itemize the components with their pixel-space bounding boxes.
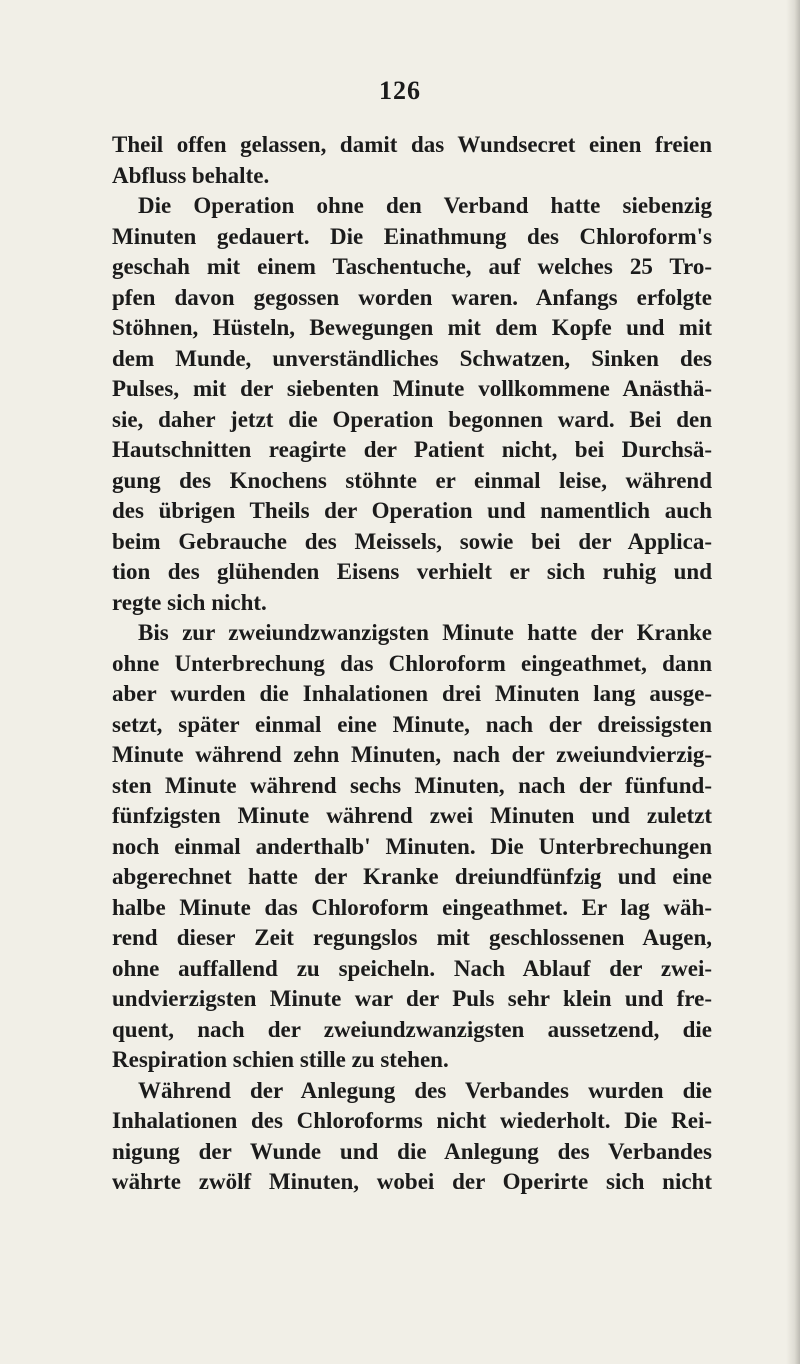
text-line: aber wurden die Inhalationen drei Minuten lang ausge-	[112, 681, 712, 706]
text-line: Während der Anlegung des Verbandes wurden die	[138, 1077, 712, 1103]
text-line: tion des glühenden Eisens verhielt er sich ruhig und	[112, 559, 712, 584]
text-line: gung des Knochens stöhnte er einmal leise, während	[112, 467, 712, 493]
text-line: Stöhnen, Hüsteln, Bewegungen mit dem Kopfe und mit	[112, 315, 712, 340]
text-line: nigung der Wunde und die Anlegung des Verbandes	[112, 1138, 712, 1164]
text-line: beim Gebrauche des Meissels, sowie bei der Applica-	[112, 528, 712, 554]
text-line: Minuten gedauert. Die Einathmung des Chloroform's	[112, 223, 712, 249]
text-line: Hautschnitten reagirte der Patient nicht, bei Durchsä-	[112, 437, 712, 462]
text-line: fünfzigsten Minute während zwei Minuten und zuletzt	[112, 803, 712, 828]
text-line: sie, daher jetzt die Operation begonnen ward. Bei den	[112, 406, 712, 432]
text-line: Pulses, mit der siebenten Minute vollkommene Anästhä-	[112, 376, 712, 401]
text-line: geschah mit einem Taschentuche, auf welches 25 Tro-	[112, 254, 712, 279]
text-line: Bis zur zweiundzwanzigsten Minute hatte der Kranke	[138, 620, 712, 645]
text-line: Die Operation ohne den Verband hatte siebenzig	[138, 193, 712, 218]
scan-edge-shadow	[786, 0, 800, 1364]
text-line: währte zwölf Minuten, wobei der Operirte sich nicht	[112, 1169, 712, 1194]
text-line: ohne Unterbrechung das Chloroform eingeathmet, dann	[112, 650, 712, 676]
page-number: 126	[379, 76, 421, 105]
text-line: Inhalationen des Chloroforms nicht wiederholt. Die Rei-	[112, 1108, 712, 1133]
text-line: halbe Minute das Chloroform eingeathmet. Er lag wäh-	[112, 894, 712, 920]
text-line: abgerechnet hatte der Kranke dreiundfünfzig und eine	[112, 864, 712, 889]
text-line: setzt, später einmal eine Minute, nach der dreissigsten	[112, 711, 712, 737]
text-line: sten Minute während sechs Minuten, nach der fünfund-	[112, 772, 712, 798]
text-line: des übrigen Theils der Operation und namentlich auch	[112, 498, 712, 523]
body-text	[112, 130, 712, 1198]
text-line: regte sich nicht.	[112, 589, 267, 615]
text-line: Respiration schien stille zu stehen.	[112, 1047, 449, 1072]
text-line: dem Munde, unverständliches Schwatzen, Sinken des	[112, 345, 712, 371]
text-line: Abfluss behalte.	[112, 162, 270, 188]
text-line: pfen davon gegossen worden waren. Anfangs erfolgte	[112, 284, 712, 310]
text-line: quent, nach der zweiundzwanzigsten aussetzend, die	[112, 1016, 712, 1042]
text-line: undvierzigsten Minute war der Puls sehr klein und fre-	[112, 986, 712, 1011]
text-line: ohne auffallend zu speicheln. Nach Ablauf der zwei-	[112, 955, 712, 981]
text-line: rend dieser Zeit regungslos mit geschlossenen Augen,	[112, 925, 712, 950]
text-line: Minute während zehn Minuten, nach der zweiundvierzig-	[112, 742, 712, 767]
text-line: Theil offen gelassen, damit das Wundsecret einen freien	[112, 132, 712, 157]
text-line: noch einmal anderthalb' Minuten. Die Unterbrechungen	[112, 833, 712, 859]
